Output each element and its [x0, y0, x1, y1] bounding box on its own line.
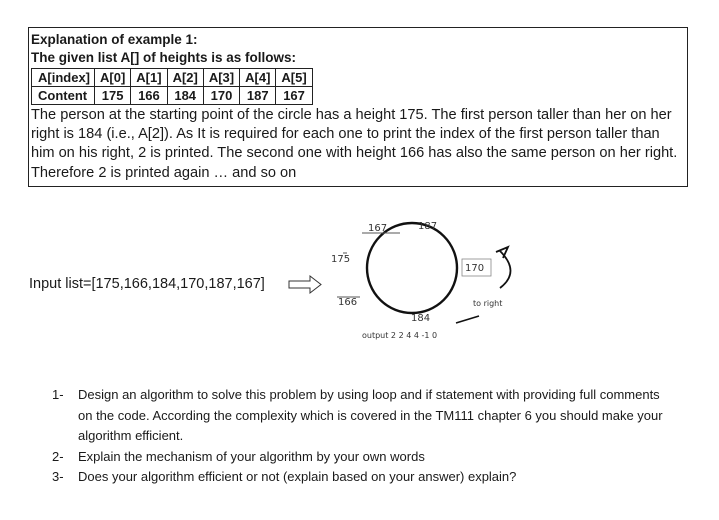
question-number: 2- — [52, 448, 64, 464]
input-list-label: Input list=[175,166,184,170,187,167] — [29, 276, 265, 292]
circle-label-166: 166 — [338, 297, 358, 308]
input-arrow-icon — [289, 276, 321, 293]
question-text: Design an algorithm to solve this problem by using loop and if statement with providing full comments on the code. According the complexity which is covered in the TM111 chapter 6 you should make your algorithm efficient. — [78, 387, 663, 443]
table-cell: A[0] — [95, 69, 131, 87]
table-cell: 170 — [203, 87, 239, 105]
output-label: output 2 2 4 4 -1 0 — [362, 331, 438, 340]
table-cell: A[5] — [276, 69, 312, 87]
direction-label: to right — [473, 299, 503, 308]
table-cell: A[4] — [240, 69, 276, 87]
table-cell: Content — [32, 87, 95, 105]
table-cell: 167 — [276, 87, 312, 105]
circle-label-170: 170 — [465, 263, 485, 274]
explanation-subheading: The given list A[] of heights is as follows: — [31, 50, 297, 65]
people-circle — [367, 223, 457, 313]
direction-tail-icon — [456, 316, 479, 323]
table-cell: A[2] — [167, 69, 203, 87]
table-cell: 166 — [131, 87, 167, 105]
table-cell: A[1] — [131, 69, 167, 87]
explanation-heading: Explanation of example 1: — [31, 32, 198, 47]
question-number: 1- — [52, 387, 64, 402]
question-text: Explain the mechanism of your algorithm by your own words — [78, 448, 425, 464]
circle-label-184: 184 — [411, 313, 431, 324]
circle-label-175: 175 — [331, 254, 351, 265]
circle-label-187: 187 — [418, 221, 438, 232]
list-item — [52, 447, 668, 468]
explanation-paragraph: The person at the starting point of the circle has a height 175. The first person taller than her on her right is 184 (i.e., A[2]). As It is required for each one to print the index of the first person taller than him on his right, 2 is printed. The second one with height 166 has also the same person on her right. Therefore 2 is printed again … and so on — [31, 107, 678, 181]
list-item — [52, 467, 668, 488]
table-cell: 187 — [240, 87, 276, 105]
table-cell: 175 — [95, 87, 131, 105]
circle-label-167: 167 — [368, 223, 388, 234]
question-list — [52, 385, 668, 488]
question-text: Does your algorithm efficient or not (explain based on your answer) explain? — [78, 469, 517, 484]
direction-arrow-icon — [500, 251, 511, 288]
table-cell: A[index] — [32, 69, 95, 87]
table-cell: 184 — [167, 87, 203, 105]
table-cell: A[3] — [203, 69, 239, 87]
question-number: 3- — [52, 469, 64, 484]
list-item — [52, 385, 668, 447]
